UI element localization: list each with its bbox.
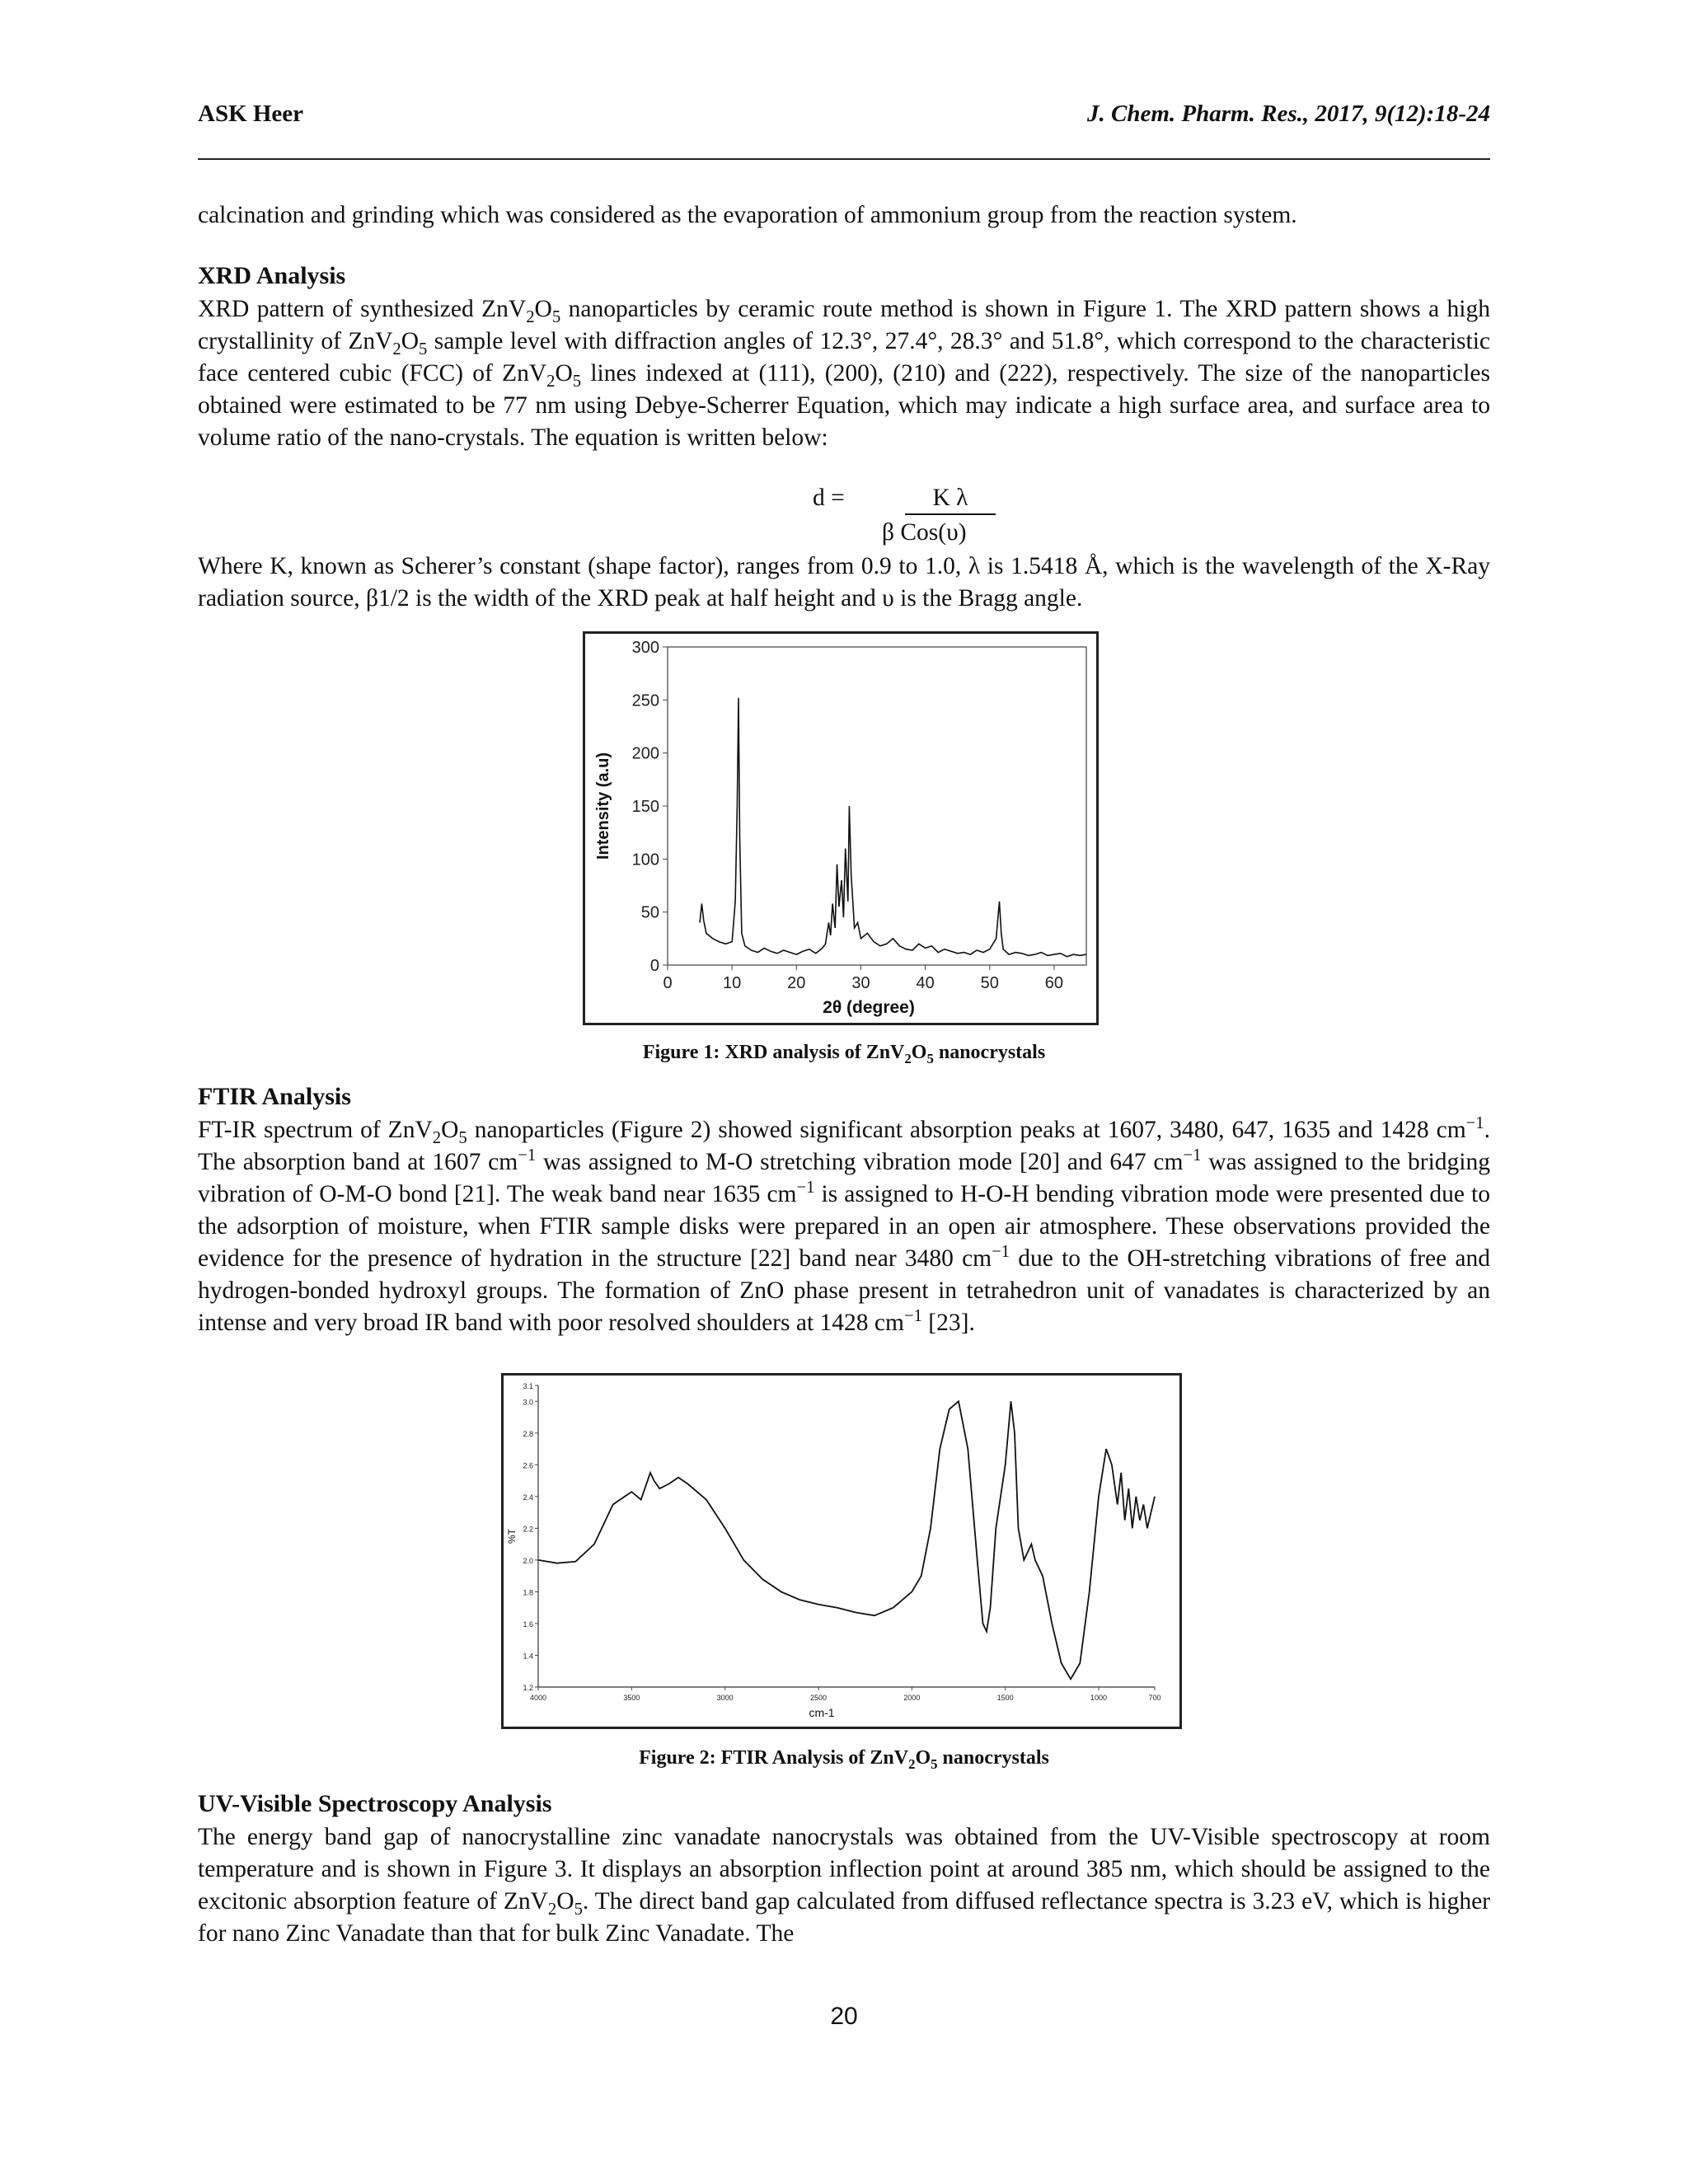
xrd-paragraph: XRD pattern of synthesized $ZnV_2O_5$ nanoparticles by ceramic route method is shown in Figure 1. The XRD pattern shows a high crystallinity of $ZnV_2O_5$ sample level with diffraction angles of 12.3°, 27.4°, 28.3° and 51.8°, which correspond to the characteristic face centered cubic (FCC) of $ZnV_2O_5$ lines indexed at (111), (200), (210) and (222), respectively. The size of the nanoparticles obtained were estimated to be 77 nm using Debye-Scherrer Equation, which may indicate a high surface area, and surface area to volume ratio of the nano-crystals. The equation is written below: (198, 296, 1491, 451)
ftir-x-tick-label: 2000 (903, 1694, 921, 1702)
xrd-y-tick-label: 200 (631, 744, 659, 763)
ftir-heading: FTIR Analysis (198, 1083, 351, 1110)
ftir-x-tick-label: 1500 (996, 1694, 1014, 1702)
xrd-chart (585, 634, 1096, 1023)
equation-denominator: β Cos(υ) (882, 519, 967, 546)
figure-1-caption: Figure 1: XRD analysis of $ZnV_2O_5$ nanocrystals (642, 1042, 1046, 1066)
xrd-y-tick-label: 150 (631, 798, 659, 816)
ftir-x-tick-label: 700 (1148, 1694, 1161, 1702)
uv-paragraph: The energy band gap of nanocrystalline zinc vanadate nanocrystals was obtained from the UV-Visible spectroscopy at room temperature and is shown in Figure 3. It displays an absorption inflection point at around 385 nm, which should be assigned to the excitonic absorption feature of $ZnV_2O_5$. The direct band gap calculated from diffused reflectance spectra is 3.23 eV, which is higher for nano Zinc Vanadate than that for bulk Zinc Vanadate. The (198, 1824, 1490, 1947)
ftir-y-tick-label: 2.6 (523, 1461, 533, 1470)
ftir-chart (504, 1376, 1179, 1727)
running-header (198, 101, 1490, 134)
xrd-y-tick-label: 0 (649, 957, 659, 975)
ftir-x-tick-label: 3000 (716, 1694, 734, 1702)
uv-heading: UV-Visible Spectroscopy Analysis (198, 1790, 552, 1817)
ftir-y-tick-label: 1.4 (523, 1652, 533, 1661)
ftir-x-axis-label: cm-1 (809, 1706, 835, 1719)
ftir-y-axis-label: %T (506, 1529, 518, 1544)
xrd-x-tick-label: 50 (980, 974, 999, 992)
ftir-y-tick-label: 1.8 (523, 1588, 533, 1597)
figure-2-caption: Figure 2: FTIR Analysis of $ZnV_2O_5$ nanocrystals (639, 1747, 1049, 1772)
ftir-x-tick-label: 1000 (1090, 1694, 1108, 1702)
equation-numerator: K λ (905, 485, 996, 515)
header-author: ASK Heer (198, 101, 304, 127)
xrd-x-tick-label: 0 (663, 974, 673, 992)
figure-2-ftir-plot (501, 1373, 1182, 1729)
equation-lhs: d = (813, 485, 845, 511)
xrd-y-tick-label: 250 (631, 691, 659, 710)
xrd-x-tick-label: 10 (723, 974, 742, 992)
ftir-x-tick-label: 4000 (529, 1694, 547, 1702)
ftir-y-tick-label: 2.2 (523, 1525, 533, 1534)
figure-1-xrd-plot (583, 631, 1099, 1025)
scherrer-equation (813, 485, 1027, 551)
xrd-x-tick-label: 60 (1044, 974, 1064, 992)
ftir-y-tick-label: 3.0 (523, 1398, 533, 1407)
xrd-series-line (700, 698, 1086, 957)
ftir-x-tick-label: 3500 (623, 1694, 640, 1702)
xrd-y-axis-label: Intensity (a.u) (594, 752, 612, 860)
xrd-y-tick-label: 100 (631, 851, 659, 869)
xrd-x-axis-label: 2θ (degree) (823, 998, 915, 1017)
equation-explanation: Where K, known as Scherer’s constant (shape factor), ranges from 0.9 to 1.0, λ is 1.5418 Å, which is the wavelength of the X-Ray radiation source, β1/2 is the width of the XRD peak at half height and υ is the Bragg angle. (198, 553, 1490, 612)
xrd-plot-frame (668, 647, 1086, 965)
xrd-x-tick-label: 30 (851, 974, 870, 992)
ftir-y-tick-label: 3.1 (523, 1382, 533, 1390)
xrd-x-tick-label: 40 (916, 974, 935, 992)
intro-line: calcination and grinding which was considered as the evaporation of ammonium group from the reaction system. (198, 202, 1297, 228)
ftir-y-tick-label: 1.2 (523, 1684, 533, 1692)
header-journal: J. Chem. Pharm. Res., 2017, 9(12):18-24 (1087, 101, 1490, 127)
ftir-series-line (538, 1401, 1155, 1679)
ftir-x-tick-label: 2500 (809, 1694, 828, 1702)
ftir-y-tick-label: 2.4 (523, 1493, 533, 1502)
ftir-y-tick-label: 2.8 (523, 1429, 533, 1438)
ftir-paragraph: FT-IR spectrum of $ZnV_2O_5$ nanoparticles (Figure 2) showed significant absorption peaks at 1607, 3480, 647, 1635 and 1428 $cm^{-1}$. The absorption band at 1607 $cm^{-1}$ was assigned to M-O stretching vibration mode [20] and 647 $cm^{-1}$ was assigned to the bridging vibration of O-M-O bond [21]. The weak band near 1635 $cm^{-1}$ is assigned to H-O-H bending vibration mode were presented due to the adsorption of moisture, when FTIR sample disks were prepared in an open air atmosphere. These observations provided the evidence for the presence of hydration in the structure [22] band near 3480 $cm^{-1}$ due to the OH-stretching vibrations of free and hydrogen-bonded hydroxyl groups. The formation of ZnO phase present in tetrahedron unit of vanadates is characterized by an intense and very broad IR band with poor resolved shoulders at 1428 $cm^{-1}$ [23]. (198, 1114, 1490, 1336)
xrd-heading: XRD Analysis (198, 262, 346, 289)
xrd-x-tick-label: 20 (787, 974, 806, 992)
xrd-y-tick-label: 50 (640, 903, 659, 922)
ftir-y-tick-label: 1.6 (523, 1619, 533, 1629)
ftir-y-tick-label: 2.0 (523, 1556, 533, 1565)
header-divider (198, 158, 1490, 160)
xrd-y-tick-label: 300 (631, 639, 659, 657)
page-number: 20 (830, 2003, 858, 2030)
